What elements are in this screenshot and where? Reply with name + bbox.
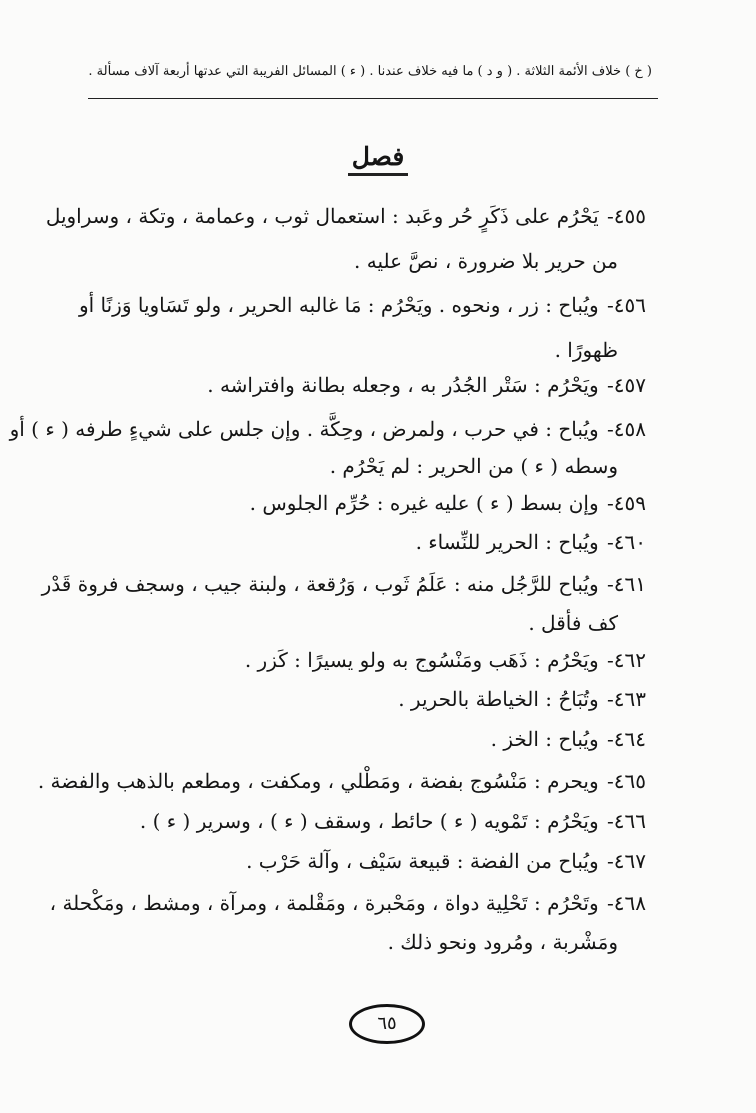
text-line: ٤٦١- ويُباح للرَّجُل منه : عَلَمُ ثَوب ، وَرُقعة ، ولبنة جيب ، وسجف فروة قَدْر xyxy=(41,572,646,596)
text-line: ٤٥٨- ويُباح : في حرب ، ولمرض ، وحِكَّة . وإن جلس على شيءٍ طرفه ( ء ) أو xyxy=(9,417,646,441)
page-number: ٦٥ xyxy=(349,1004,425,1044)
text-line: ٤٥٦- ويُباح : زر ، ونحوه . ويَحْرُم : مَا غالبه الحرير ، ولو تَسَاويا وَزنًا أو xyxy=(78,293,646,317)
text-line: ٤٦٣- وتُبَاحُ : الخياطة بالحرير . xyxy=(398,687,646,711)
text-line: ٤٥٩- وإن بسط ( ء ) عليه غيره : حُرِّم الجلوس . xyxy=(249,491,646,515)
text-line: كف فأقل . xyxy=(528,611,618,635)
section-title: فصل xyxy=(0,142,756,171)
text-line: ٤٦٠- ويُباح : الحرير للنِّساء . xyxy=(415,530,646,554)
text-line: ٤٦٦- ويَحْرُم : تَمْويه ( ء ) حائط ، وسقف ( ء ) ، وسرير ( ء ) . xyxy=(139,809,646,833)
text-line: ٤٥٧- ويَحْرُم : سَتْر الجُدُر به ، وجعله بطانة وافتراشه . xyxy=(207,373,646,397)
text-line: ٤٦٧- ويُباح من الفضة : قبيعة سَيْف ، وآلة حَرْب . xyxy=(246,849,646,873)
text-line: من حرير بلا ضرورة ، نصَّ عليه . xyxy=(354,249,618,273)
text-line: وسطه ( ء ) من الحرير : لم يَحْرُم . xyxy=(329,454,618,478)
header-rule xyxy=(88,98,658,99)
running-header: ( خ ) خلاف الأئمة الثلاثة . ( و د ) ما فيه خلاف عندنا . ( ء ) المسائل الفريبة التي عدتها أربعة آلاف مسألة . xyxy=(88,64,652,79)
text-line: ومَشْربة ، ومُرود ونحو ذلك . xyxy=(387,930,618,954)
text-line: ٤٦٢- ويَحْرُم : ذَهَب ومَنْسُوج به ولو يسيرًا : كَزر . xyxy=(244,648,646,672)
text-line: ٤٦٤- ويُباح : الخز . xyxy=(490,727,646,751)
text-line: ٤٥٥- يَحْرُم على ذَكَرٍ حُر وعَبد : استعمال ثوب ، وعمامة ، وتكة ، وسراويل xyxy=(45,204,646,228)
text-line: ظهورًا . xyxy=(554,338,618,362)
text-line: ٤٦٨- وتَحْرُم : تَحْلِية دواة ، ومَحْبرة ، ومَقْلمة ، ومرآة ، ومشط ، ومَكْحلة ، xyxy=(49,891,646,915)
text-line: ٤٦٥- ويحرم : مَنْسُوج بفضة ، ومَطْلي ، ومكفت ، ومطعم بالذهب والفضة . xyxy=(37,769,646,793)
